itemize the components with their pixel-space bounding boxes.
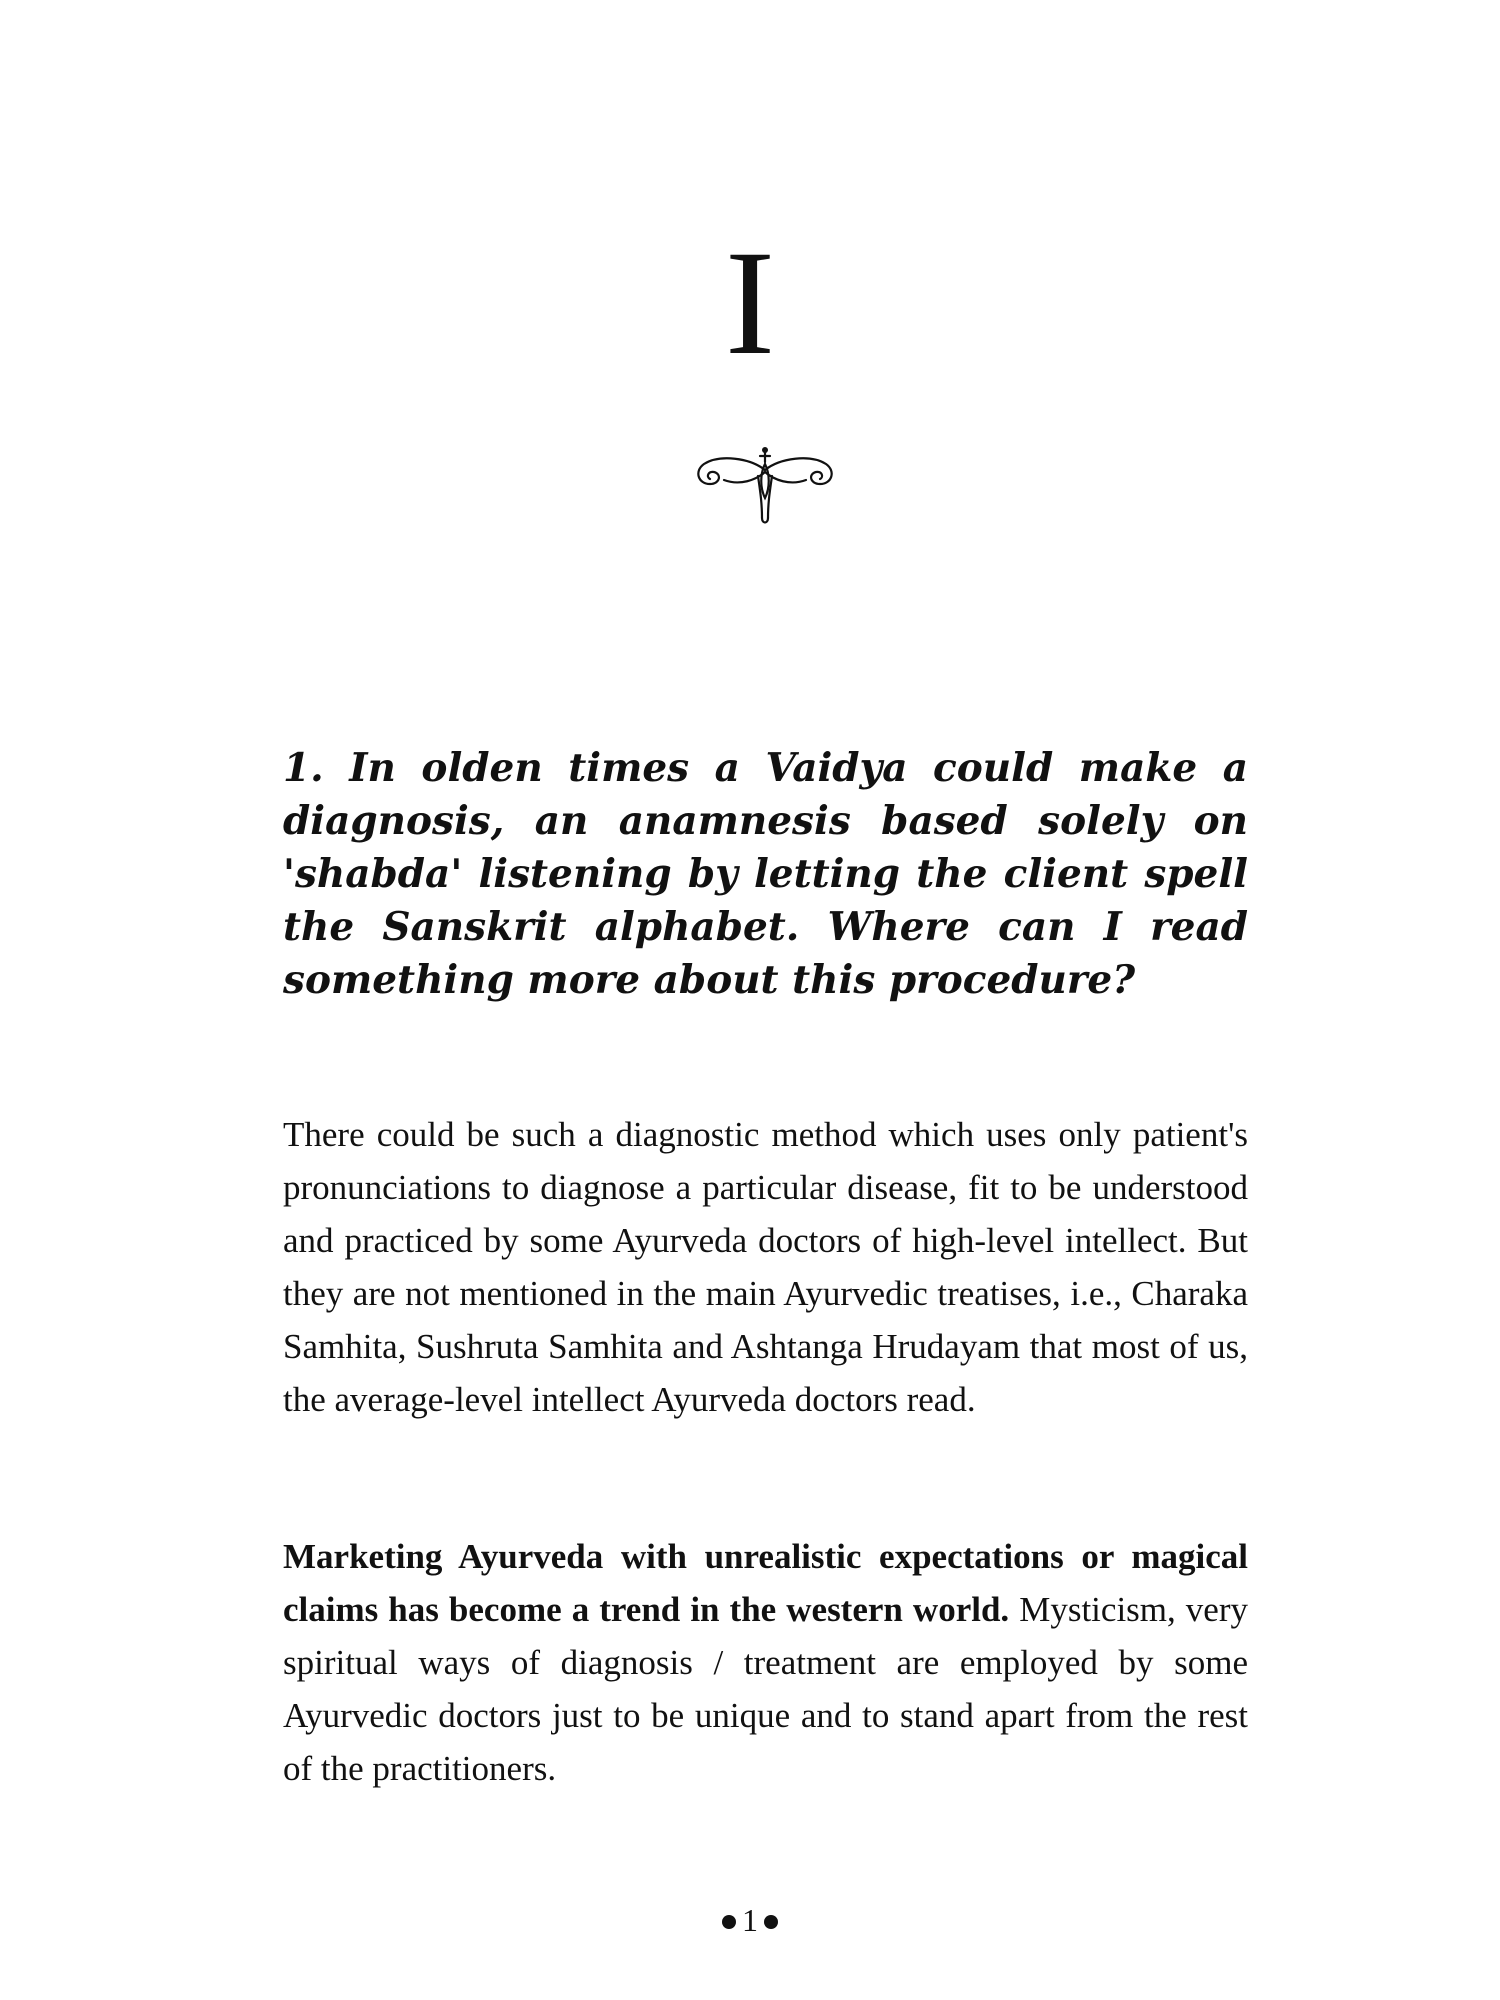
flourish-ornament-icon: [690, 440, 840, 540]
answer-paragraph-1: There could be such a diagnostic method which uses only patient's pronunciations to diagnose a particular disease, fit to be understood and practiced by some Ayurveda doctors of high-level intellect. But they are not mentioned in the main Ayurvedic treatises, i.e., Charaka Samhita, Sushruta Samhita and Ashtanga Hrudayam that most of us, the average-level intellect Ayurveda doctors read.: [283, 1115, 1248, 1419]
chapter-numeral: I: [725, 220, 775, 386]
answer-paragraph-2-bold: Marketing Ayurveda with unrealistic expectations or magical claims has become a trend in the western world.: [283, 1537, 1248, 1629]
bullet-dot-icon: [722, 1915, 736, 1929]
question-heading: 1. In olden times a Vaidya could make a diagnosis, an anamnesis based solely on 'shabda' listening by letting the client spell the Sanskrit alphabet. Where can I read something more about this procedure?: [283, 745, 1248, 1003]
answer-paragraph-2-rest: Mysticism, very spiritual ways of diagnosis / treatment are employed by some Ayurvedic doctors just to be unique and to stand apart from the rest of the practitioners.: [283, 1590, 1248, 1788]
page-number: [0, 1900, 1500, 1940]
answer-paragraph-2: [283, 1530, 1248, 1795]
page-number-value: 1: [742, 1902, 758, 1938]
bullet-dot-icon: [764, 1915, 778, 1929]
